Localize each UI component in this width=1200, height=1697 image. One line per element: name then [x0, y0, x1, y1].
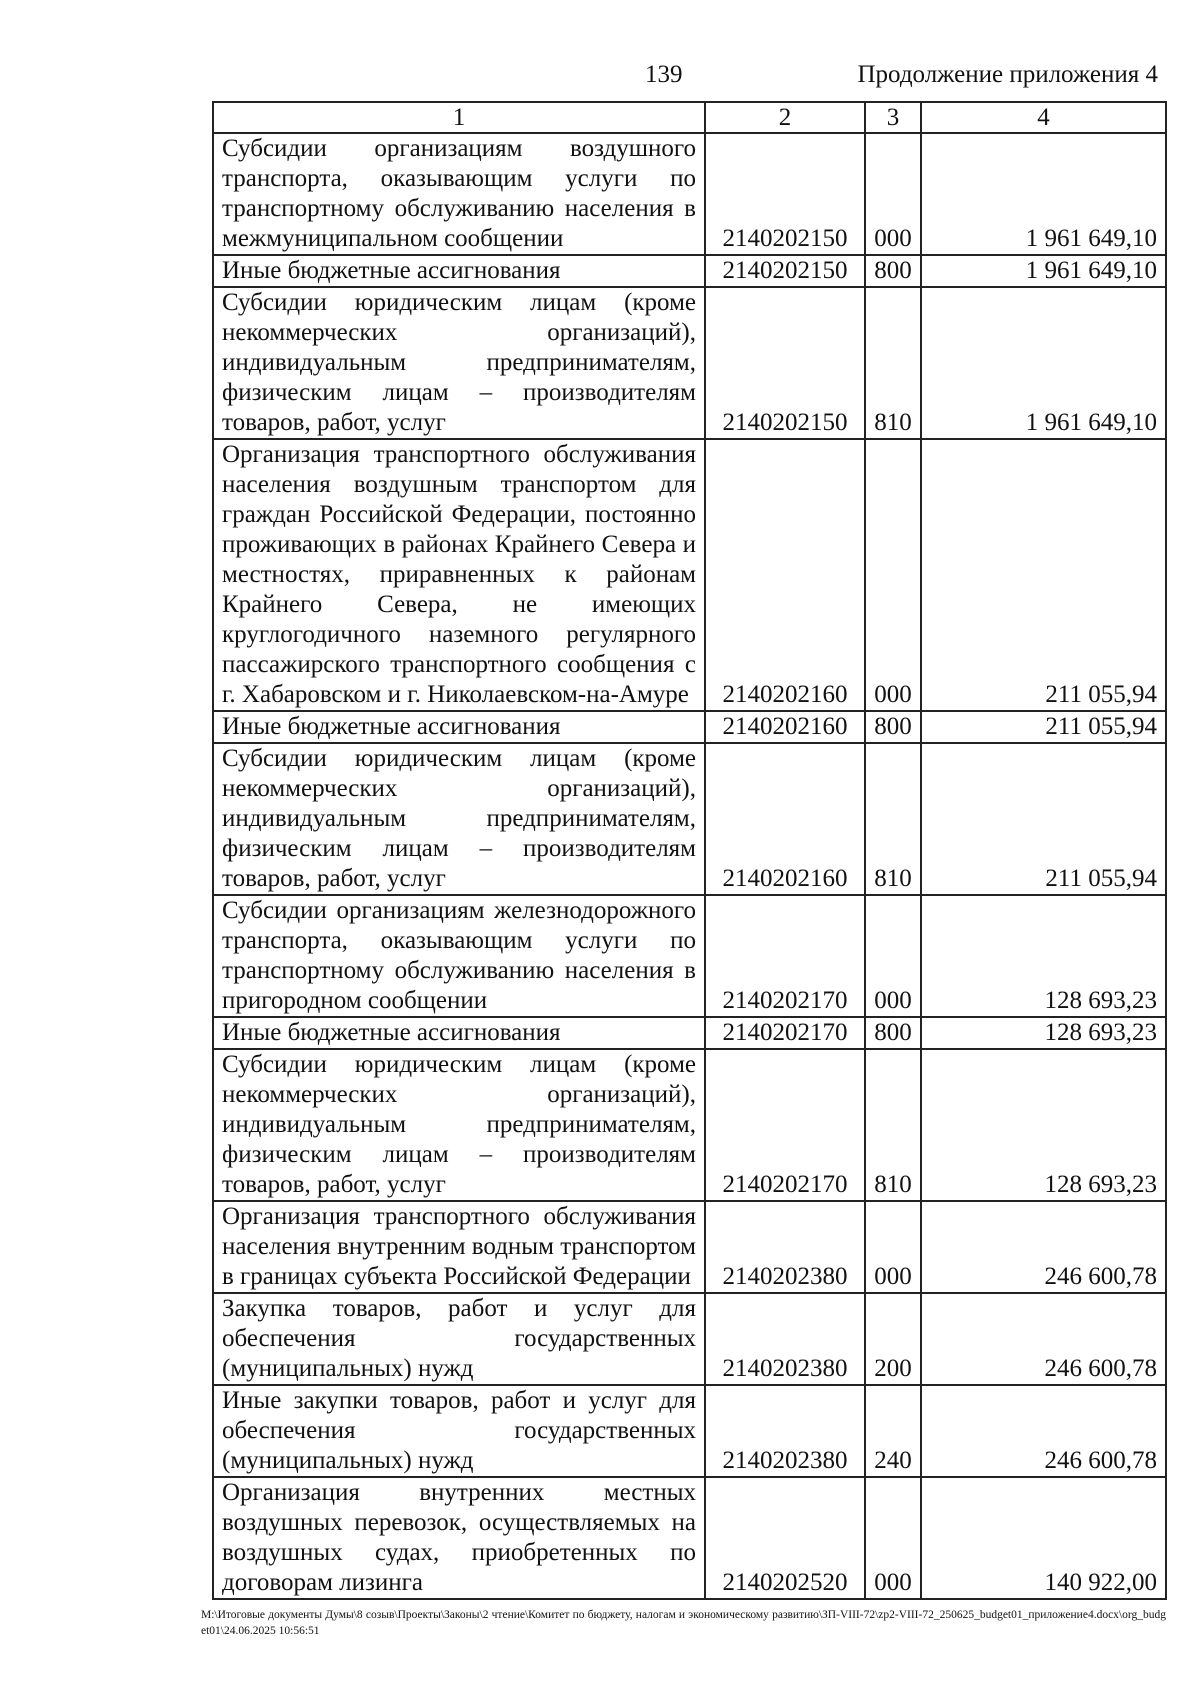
row-name-cell: Иные бюджетные ассигнования: [213, 255, 705, 287]
row-type-cell: 200: [865, 1293, 921, 1385]
row-code-cell: 2140202150: [705, 133, 865, 255]
row-amount-cell: 1 961 649,10: [921, 287, 1166, 439]
table-row: [213, 1293, 1166, 1385]
row-type-cell: 800: [865, 255, 921, 287]
row-type-cell: 240: [865, 1385, 921, 1477]
row-code-cell: 2140202150: [705, 255, 865, 287]
row-name-cell: Организация транспортного обслуживания населения воздушным транспортом для граждан Российской Федерации, постоянно проживающих в районах Крайнего Севера и местностях, приравненных к районам Крайнего Севера, не имеющих круглогодичного наземного регулярного пассажирского транспортного сообщения с г. Хабаровском и г. Николаевском-на-Амуре: [213, 439, 705, 711]
row-name-cell: Иные закупки товаров, работ и услуг для обеспечения государственных (муниципальных) нужд: [213, 1385, 705, 1477]
page-number: 139: [645, 61, 683, 88]
row-code-cell: 2140202170: [705, 1017, 865, 1049]
row-code-cell: 2140202160: [705, 743, 865, 895]
column-header-1: 1: [213, 102, 705, 133]
table-row: [213, 439, 1166, 711]
row-name-cell: Организация транспортного обслуживания населения внутренним водным транспортом в границах субъекта Российской Федерации: [213, 1201, 705, 1293]
continuation-title: Продолжение приложения 4: [857, 61, 1158, 88]
row-amount-cell: 128 693,23: [921, 1049, 1166, 1201]
row-code-cell: 2140202160: [705, 711, 865, 743]
table-row: [213, 255, 1166, 287]
row-amount-cell: 246 600,78: [921, 1293, 1166, 1385]
table-row: [213, 1201, 1166, 1293]
row-type-cell: 800: [865, 711, 921, 743]
row-name-cell: Закупка товаров, работ и услуг для обеспечения государственных (муниципальных) нужд: [213, 1293, 705, 1385]
row-code-cell: 2140202160: [705, 439, 865, 711]
table-header-row: [213, 102, 1166, 133]
column-header-3: 3: [865, 102, 921, 133]
row-type-cell: 000: [865, 895, 921, 1017]
row-code-cell: 2140202170: [705, 895, 865, 1017]
row-amount-cell: 211 055,94: [921, 439, 1166, 711]
row-code-cell: 2140202150: [705, 287, 865, 439]
document-file-path: M:\Итоговые документы Думы\8 созыв\Проекты\Законы\2 чтение\Комитет по бюджету, налогам и экономическому развитию\ЗП-VIII-72\zp2-VIII-72_250625_budget01_приложение4.docx\org_budget01\24.06.2025 10:56:51: [201, 1609, 1166, 1637]
column-header-2: 2: [705, 102, 865, 133]
row-amount-cell: 128 693,23: [921, 895, 1166, 1017]
row-type-cell: 810: [865, 287, 921, 439]
row-amount-cell: 211 055,94: [921, 743, 1166, 895]
row-amount-cell: 246 600,78: [921, 1201, 1166, 1293]
row-name-cell: Иные бюджетные ассигнования: [213, 711, 705, 743]
row-type-cell: 810: [865, 1049, 921, 1201]
row-amount-cell: 1 961 649,10: [921, 133, 1166, 255]
table-row: [213, 1385, 1166, 1477]
row-type-cell: 000: [865, 133, 921, 255]
row-type-cell: 800: [865, 1017, 921, 1049]
table-row: [213, 895, 1166, 1017]
row-name-cell: Организация внутренних местных воздушных перевозок, осуществляемых на воздушных судах, приобретенных по договорам лизинга: [213, 1477, 705, 1599]
row-amount-cell: 1 961 649,10: [921, 255, 1166, 287]
table-row: [213, 287, 1166, 439]
table-row: [213, 743, 1166, 895]
row-name-cell: Субсидии организациям железнодорожного транспорта, оказывающим услуги по транспортному обслуживанию населения в пригородном сообщении: [213, 895, 705, 1017]
table-row: [213, 711, 1166, 743]
row-name-cell: Субсидии юридическим лицам (кроме некоммерческих организаций), индивидуальным предпринимателям, физическим лицам – производителям товаров, работ, услуг: [213, 743, 705, 895]
row-type-cell: 000: [865, 1201, 921, 1293]
row-amount-cell: 211 055,94: [921, 711, 1166, 743]
table-row: [213, 1049, 1166, 1201]
row-code-cell: 2140202380: [705, 1201, 865, 1293]
row-type-cell: 810: [865, 743, 921, 895]
row-code-cell: 2140202520: [705, 1477, 865, 1599]
row-code-cell: 2140202380: [705, 1385, 865, 1477]
row-name-cell: Иные бюджетные ассигнования: [213, 1017, 705, 1049]
table-row: [213, 1017, 1166, 1049]
table-row: [213, 1477, 1166, 1599]
row-code-cell: 2140202170: [705, 1049, 865, 1201]
column-header-4: 4: [921, 102, 1166, 133]
row-name-cell: Субсидии юридическим лицам (кроме некоммерческих организаций), индивидуальным предпринимателям, физическим лицам – производителям товаров, работ, услуг: [213, 287, 705, 439]
budget-table: [212, 101, 1167, 1600]
row-type-cell: 000: [865, 439, 921, 711]
row-code-cell: 2140202380: [705, 1293, 865, 1385]
row-name-cell: Субсидии юридическим лицам (кроме некоммерческих организаций), индивидуальным предпринимателям, физическим лицам – производителям товаров, работ, услуг: [213, 1049, 705, 1201]
row-amount-cell: 246 600,78: [921, 1385, 1166, 1477]
table-row: [213, 133, 1166, 255]
row-amount-cell: 128 693,23: [921, 1017, 1166, 1049]
row-type-cell: 000: [865, 1477, 921, 1599]
row-name-cell: Субсидии организациям воздушного транспорта, оказывающим услуги по транспортному обслуживанию населения в межмуниципальном сообщении: [213, 133, 705, 255]
row-amount-cell: 140 922,00: [921, 1477, 1166, 1599]
